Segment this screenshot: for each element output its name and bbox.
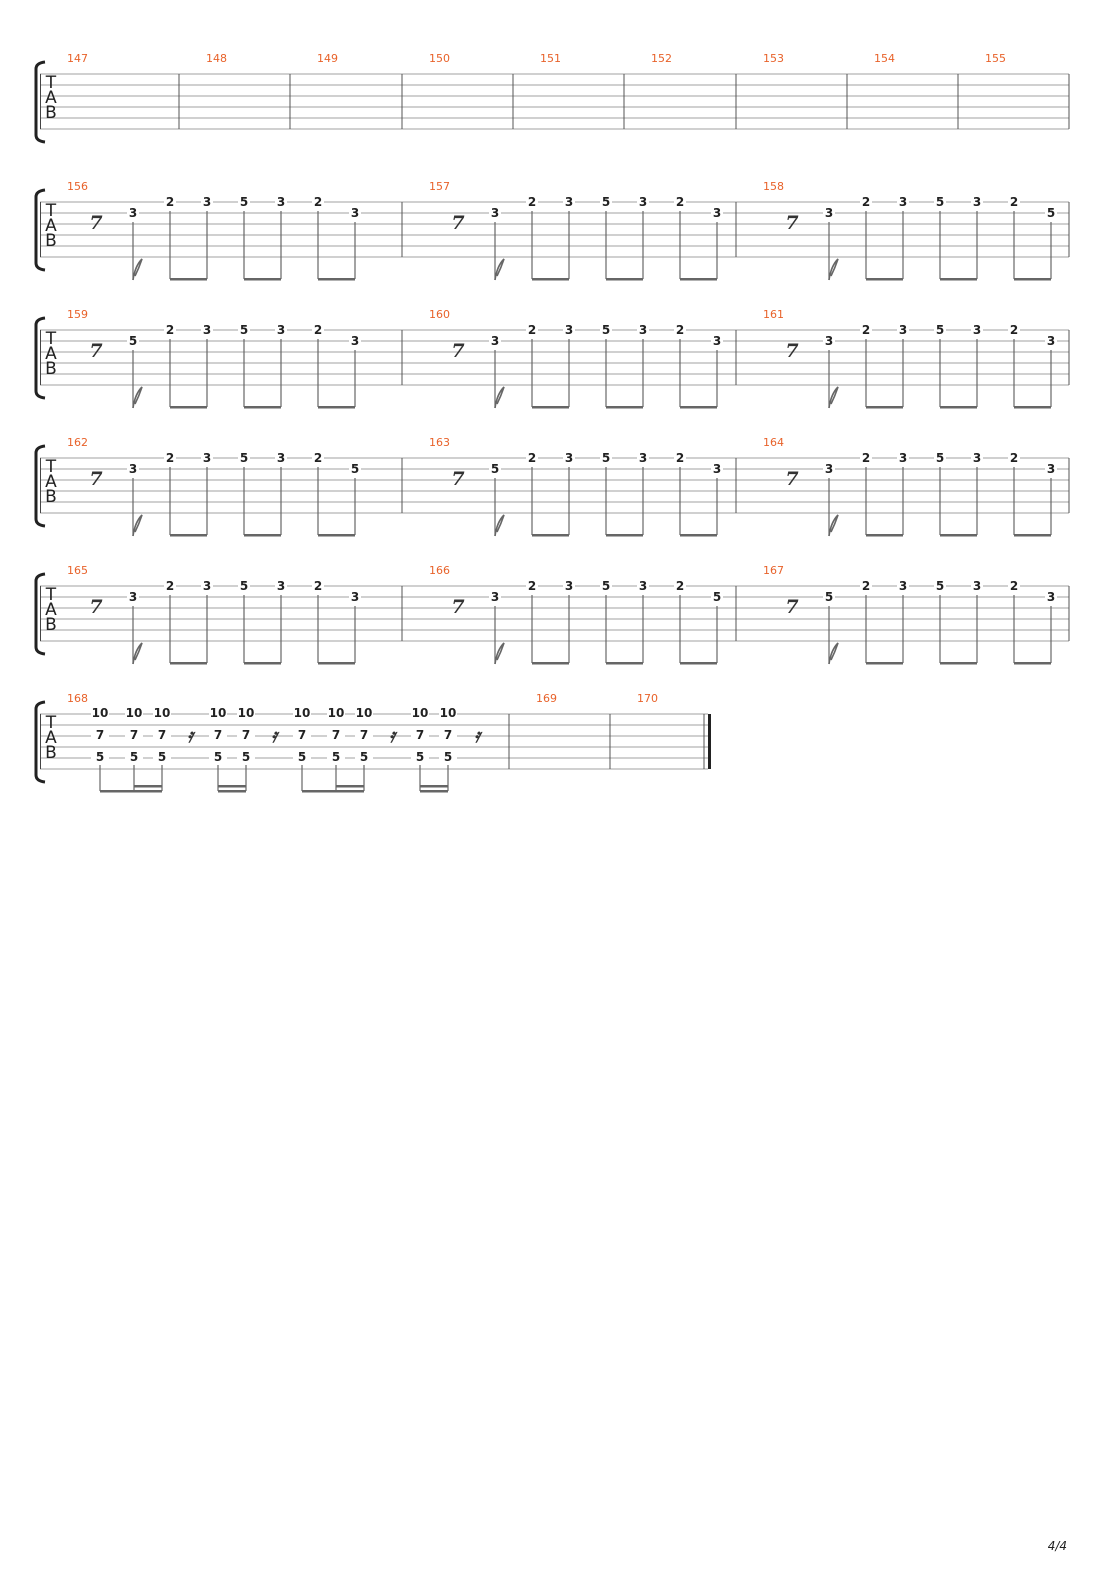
fret-number: 5 <box>239 579 249 593</box>
measure <box>536 692 557 705</box>
note-flag <box>829 643 838 664</box>
sixteenth-rest: 𝄿 <box>474 725 480 747</box>
beam <box>940 406 977 409</box>
beam <box>318 662 355 665</box>
beam <box>866 534 903 537</box>
beam <box>318 534 355 537</box>
beam <box>170 406 207 409</box>
eighth-rest: 7 <box>785 596 799 618</box>
eighth-rest: 7 <box>89 212 103 234</box>
fret-number: 2 <box>313 579 323 593</box>
eighth-rest: 7 <box>89 596 103 618</box>
tab-clef-letter: T <box>45 201 57 221</box>
measure <box>637 692 658 705</box>
fret-number: 2 <box>1009 451 1019 465</box>
measure <box>763 52 784 65</box>
eighth-rest: 7 <box>785 212 799 234</box>
note-flag <box>829 515 838 536</box>
fret-number: 5 <box>129 750 139 764</box>
tab-clef-letter: B <box>45 487 57 507</box>
fret-number: 3 <box>202 451 212 465</box>
measure <box>763 564 1057 665</box>
fret-number: 10 <box>355 706 373 720</box>
fret-number: 5 <box>415 750 425 764</box>
fret-number: 2 <box>527 195 537 209</box>
measure-number: 147 <box>67 52 88 65</box>
beam <box>866 662 903 665</box>
beam <box>680 406 717 409</box>
measure-number: 161 <box>763 308 784 321</box>
staff-system <box>36 308 1069 409</box>
fret-number: 3 <box>972 195 982 209</box>
measure-number: 153 <box>763 52 784 65</box>
fret-number: 2 <box>527 451 537 465</box>
fret-number: 10 <box>125 706 143 720</box>
measure-number: 152 <box>651 52 672 65</box>
beam <box>170 278 207 281</box>
fret-number: 7 <box>415 728 425 742</box>
beam <box>244 406 281 409</box>
staff-system <box>36 564 1069 665</box>
measure <box>429 308 723 409</box>
fret-number: 10 <box>439 706 457 720</box>
fret-number: 10 <box>411 706 429 720</box>
note-flag <box>829 387 838 408</box>
beam <box>244 534 281 537</box>
fret-number: 7 <box>359 728 369 742</box>
fret-number: 3 <box>350 206 360 220</box>
beam <box>318 278 355 281</box>
beam <box>606 534 643 537</box>
beam-secondary <box>134 785 162 788</box>
measure-number: 164 <box>763 436 784 449</box>
fret-number: 2 <box>861 195 871 209</box>
measure <box>429 436 723 537</box>
fret-number: 5 <box>297 750 307 764</box>
fret-number: 5 <box>935 451 945 465</box>
staff-system <box>36 692 711 793</box>
fret-number: 7 <box>157 728 167 742</box>
fret-number: 2 <box>1009 195 1019 209</box>
fret-number: 3 <box>128 462 138 476</box>
fret-number: 3 <box>128 206 138 220</box>
sixteenth-rest: 𝄿 <box>389 725 395 747</box>
final-barline-thick <box>708 714 711 769</box>
tab-clef-letter: T <box>45 73 57 93</box>
beam <box>940 534 977 537</box>
fret-number: 2 <box>675 451 685 465</box>
fret-number: 5 <box>601 451 611 465</box>
beam <box>680 534 717 537</box>
fret-number: 5 <box>601 323 611 337</box>
fret-number: 3 <box>638 451 648 465</box>
fret-number: 3 <box>490 334 500 348</box>
beam <box>244 278 281 281</box>
fret-number: 3 <box>202 579 212 593</box>
beam <box>420 790 448 793</box>
fret-number: 7 <box>331 728 341 742</box>
tab-clef-letter: T <box>45 713 57 733</box>
beam <box>100 790 162 793</box>
fret-number: 10 <box>293 706 311 720</box>
tab-clef-letter: A <box>45 728 57 748</box>
beam <box>680 662 717 665</box>
fret-number: 10 <box>209 706 227 720</box>
measure <box>206 52 227 65</box>
fret-number: 5 <box>443 750 453 764</box>
measure <box>67 436 361 537</box>
fret-number: 3 <box>1046 590 1056 604</box>
fret-number: 2 <box>675 323 685 337</box>
fret-number: 3 <box>276 451 286 465</box>
measure-number: 154 <box>874 52 895 65</box>
measure <box>763 180 1057 281</box>
fret-number: 2 <box>675 195 685 209</box>
fret-number: 5 <box>241 750 251 764</box>
measure <box>763 436 1057 537</box>
measure-number: 169 <box>536 692 557 705</box>
measure-number: 156 <box>67 180 88 193</box>
measure <box>429 52 450 65</box>
eighth-rest: 7 <box>451 340 465 362</box>
measure <box>429 564 723 665</box>
fret-number: 3 <box>564 579 574 593</box>
page-number: 4/4 <box>1047 1539 1067 1553</box>
beam <box>1014 662 1051 665</box>
measure-number: 148 <box>206 52 227 65</box>
fret-number: 3 <box>202 195 212 209</box>
fret-number: 3 <box>898 451 908 465</box>
measure <box>67 180 361 281</box>
fret-number: 2 <box>165 323 175 337</box>
fret-number: 5 <box>1046 206 1056 220</box>
sixteenth-rest: 𝄿 <box>271 725 277 747</box>
tab-clef-letter: T <box>45 329 57 349</box>
tab-clef-letter: B <box>45 103 57 123</box>
tab-clef-letter: T <box>45 585 57 605</box>
tab-clef-letter: B <box>45 231 57 251</box>
measure <box>763 308 1057 409</box>
tab-clef-letter: A <box>45 600 57 620</box>
fret-number: 2 <box>1009 579 1019 593</box>
beam <box>940 662 977 665</box>
staff-system <box>36 436 1069 537</box>
beam <box>940 278 977 281</box>
measure <box>985 52 1006 65</box>
beam-secondary <box>218 785 246 788</box>
fret-number: 5 <box>128 334 138 348</box>
measure-number: 151 <box>540 52 561 65</box>
beam-secondary <box>420 785 448 788</box>
fret-number: 3 <box>712 206 722 220</box>
measure-number: 155 <box>985 52 1006 65</box>
beam <box>302 790 364 793</box>
fret-number: 3 <box>564 323 574 337</box>
fret-number: 3 <box>638 323 648 337</box>
fret-number: 3 <box>276 579 286 593</box>
measure <box>651 52 672 65</box>
measure-number: 159 <box>67 308 88 321</box>
beam <box>170 534 207 537</box>
measure-number: 165 <box>67 564 88 577</box>
fret-number: 3 <box>1046 334 1056 348</box>
beam <box>532 406 569 409</box>
fret-number: 3 <box>490 590 500 604</box>
measure-number: 160 <box>429 308 450 321</box>
beam <box>1014 278 1051 281</box>
measure-number: 166 <box>429 564 450 577</box>
tab-clef-letter: B <box>45 359 57 379</box>
measure-number: 157 <box>429 180 450 193</box>
staff-system <box>36 180 1069 281</box>
fret-number: 3 <box>898 195 908 209</box>
eighth-rest: 7 <box>785 468 799 490</box>
fret-number: 2 <box>313 323 323 337</box>
fret-number: 3 <box>824 206 834 220</box>
tab-clef-letter: T <box>45 457 57 477</box>
fret-number: 2 <box>165 451 175 465</box>
fret-number: 7 <box>95 728 105 742</box>
tab-clef-letter: A <box>45 88 57 108</box>
tab-clef-letter: A <box>45 344 57 364</box>
measure-number: 167 <box>763 564 784 577</box>
beam <box>866 278 903 281</box>
tab-clef-letter: A <box>45 216 57 236</box>
note-flag <box>133 643 142 664</box>
eighth-rest: 7 <box>785 340 799 362</box>
fret-number: 5 <box>712 590 722 604</box>
eighth-rest: 7 <box>451 212 465 234</box>
fret-number: 5 <box>239 323 249 337</box>
fret-number: 7 <box>129 728 139 742</box>
fret-number: 2 <box>861 323 871 337</box>
fret-number: 5 <box>935 323 945 337</box>
tab-clef-letter: A <box>45 472 57 492</box>
beam <box>606 406 643 409</box>
sixteenth-rest: 𝄿 <box>187 725 193 747</box>
beam <box>244 662 281 665</box>
fret-number: 2 <box>527 323 537 337</box>
fret-number: 10 <box>153 706 171 720</box>
measure <box>67 564 361 665</box>
fret-number: 5 <box>359 750 369 764</box>
fret-number: 3 <box>898 579 908 593</box>
fret-number: 5 <box>239 195 249 209</box>
beam <box>318 406 355 409</box>
fret-number: 10 <box>237 706 255 720</box>
note-flag <box>829 259 838 280</box>
fret-number: 2 <box>675 579 685 593</box>
fret-number: 7 <box>241 728 251 742</box>
measure <box>874 52 895 65</box>
measure <box>67 692 483 793</box>
note-flag <box>133 259 142 280</box>
fret-number: 3 <box>350 590 360 604</box>
fret-number: 3 <box>276 195 286 209</box>
fret-number: 5 <box>350 462 360 476</box>
beam-secondary <box>336 785 364 788</box>
fret-number: 2 <box>165 195 175 209</box>
fret-number: 3 <box>638 579 648 593</box>
fret-number: 3 <box>276 323 286 337</box>
fret-number: 5 <box>490 462 500 476</box>
fret-number: 5 <box>601 579 611 593</box>
fret-number: 3 <box>972 323 982 337</box>
measure <box>67 52 88 65</box>
fret-number: 2 <box>1009 323 1019 337</box>
fret-number: 3 <box>202 323 212 337</box>
tab-clef-letter: B <box>45 615 57 635</box>
fret-number: 7 <box>213 728 223 742</box>
beam <box>532 662 569 665</box>
fret-number: 3 <box>564 451 574 465</box>
fret-number: 5 <box>157 750 167 764</box>
note-flag <box>133 515 142 536</box>
beam <box>218 790 246 793</box>
beam <box>680 278 717 281</box>
fret-number: 5 <box>331 750 341 764</box>
fret-number: 2 <box>527 579 537 593</box>
note-flag <box>133 387 142 408</box>
measure <box>429 180 723 281</box>
fret-number: 5 <box>213 750 223 764</box>
fret-number: 3 <box>350 334 360 348</box>
measure-number: 163 <box>429 436 450 449</box>
note-flag <box>495 259 504 280</box>
fret-number: 7 <box>443 728 453 742</box>
measure <box>540 52 561 65</box>
fret-number: 2 <box>861 579 871 593</box>
staff-system <box>36 52 1069 142</box>
beam <box>606 278 643 281</box>
fret-number: 3 <box>128 590 138 604</box>
fret-number: 3 <box>712 462 722 476</box>
eighth-rest: 7 <box>89 340 103 362</box>
beam <box>606 662 643 665</box>
fret-number: 7 <box>297 728 307 742</box>
fret-number: 5 <box>935 579 945 593</box>
note-flag <box>495 643 504 664</box>
fret-number: 5 <box>239 451 249 465</box>
fret-number: 2 <box>313 195 323 209</box>
fret-number: 3 <box>490 206 500 220</box>
fret-number: 10 <box>327 706 345 720</box>
fret-number: 5 <box>601 195 611 209</box>
fret-number: 3 <box>972 579 982 593</box>
note-flag <box>495 387 504 408</box>
measure-number: 168 <box>67 692 88 705</box>
eighth-rest: 7 <box>89 468 103 490</box>
measure <box>67 308 361 409</box>
fret-number: 3 <box>898 323 908 337</box>
beam <box>866 406 903 409</box>
fret-number: 3 <box>712 334 722 348</box>
fret-number: 5 <box>935 195 945 209</box>
fret-number: 3 <box>1046 462 1056 476</box>
measure-number: 170 <box>637 692 658 705</box>
beam <box>170 662 207 665</box>
fret-number: 2 <box>313 451 323 465</box>
measure-number: 158 <box>763 180 784 193</box>
measure-number: 150 <box>429 52 450 65</box>
fret-number: 2 <box>165 579 175 593</box>
eighth-rest: 7 <box>451 596 465 618</box>
eighth-rest: 7 <box>451 468 465 490</box>
fret-number: 5 <box>95 750 105 764</box>
beam <box>1014 534 1051 537</box>
fret-number: 10 <box>91 706 109 720</box>
beam <box>532 278 569 281</box>
tab-clef-letter: B <box>45 743 57 763</box>
fret-number: 5 <box>824 590 834 604</box>
note-flag <box>495 515 504 536</box>
fret-number: 3 <box>972 451 982 465</box>
measure-number: 149 <box>317 52 338 65</box>
fret-number: 3 <box>564 195 574 209</box>
measure-number: 162 <box>67 436 88 449</box>
fret-number: 3 <box>824 462 834 476</box>
fret-number: 2 <box>861 451 871 465</box>
fret-number: 3 <box>824 334 834 348</box>
beam <box>1014 406 1051 409</box>
measure <box>317 52 338 65</box>
fret-number: 3 <box>638 195 648 209</box>
beam <box>532 534 569 537</box>
